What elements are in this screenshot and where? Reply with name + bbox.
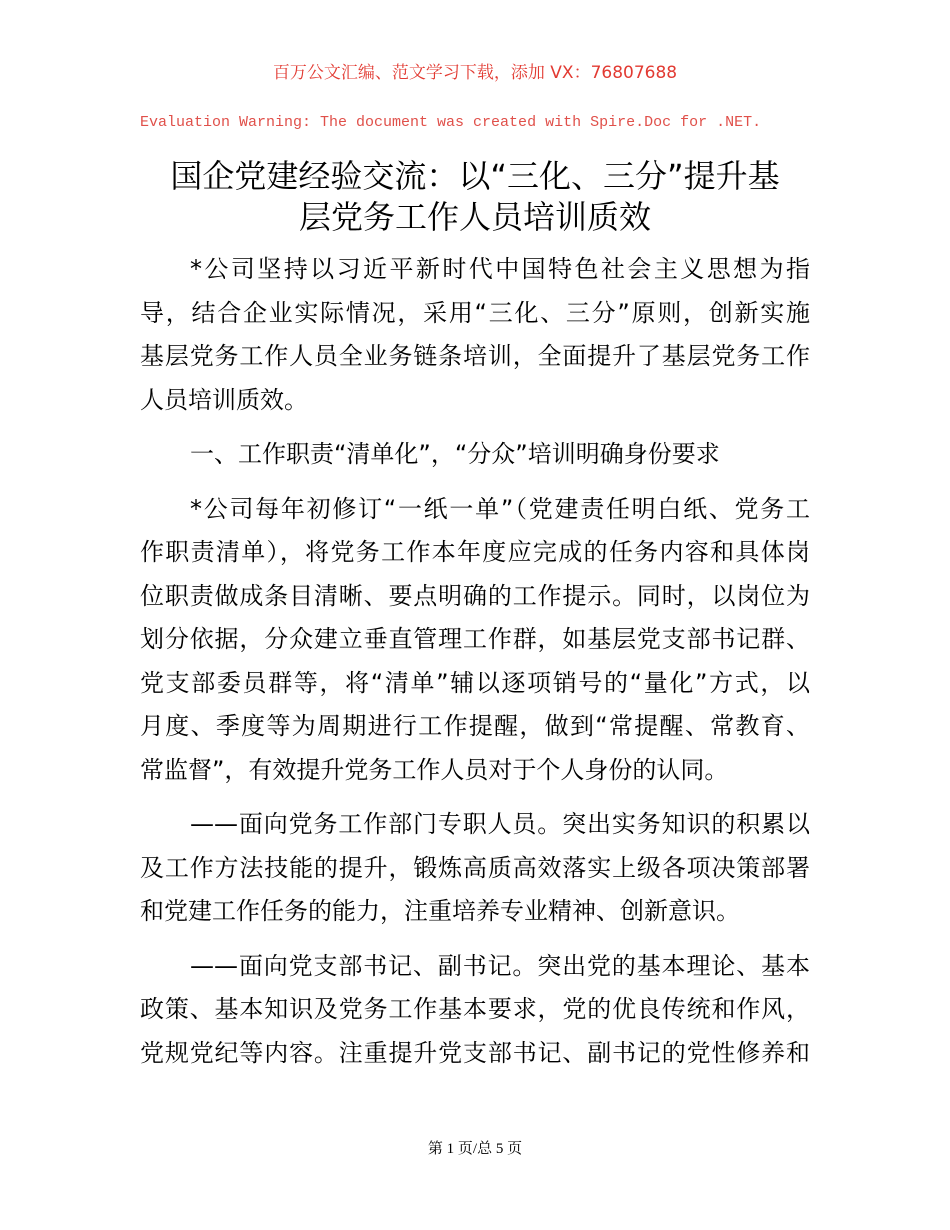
paragraph <box>140 488 810 793</box>
paragraph <box>140 248 810 422</box>
text-line: 和党建工作任务的能力，注重培养专业精神、创新意识。 <box>140 897 740 925</box>
text-line: 及工作方法技能的提升，锻炼高质高效落实上级各项决策部署 <box>140 853 810 882</box>
document-body <box>140 248 810 1086</box>
paragraph <box>140 803 810 934</box>
text-line: 作职责清单），将党务工作本年度应完成的任务内容和具体岗 <box>140 538 810 566</box>
text-line: 党支部委员群等，将“清单”辅以逐项销号的“量化”方式，以 <box>140 668 810 697</box>
text-line: ——面向党支部书记、副书记。突出党的基本理论、基本 <box>190 951 810 980</box>
title-line: 层党务工作人员培训质效 <box>298 198 651 236</box>
document-title <box>140 156 810 238</box>
text-line: 导，结合企业实际情况，采用“三化、三分”原则，创新实施 <box>140 298 810 327</box>
text-line: *公司每年初修订“一纸一单”（党建责任明白纸、党务工 <box>190 494 810 523</box>
promo-banner: 百万公文汇编、范文学习下载，添加 VX：76807688 <box>272 63 678 83</box>
text-line: ——面向党务工作部门专职人员。突出实务知识的积累以 <box>190 810 810 838</box>
text-line: 政策、基本知识及党务工作基本要求，党的优良传统和作风， <box>140 995 810 1023</box>
title-line: 国企党建经验交流：以“三化、三分”提升基 <box>170 157 780 195</box>
text-line: 划分依据，分众建立垂直管理工作群，如基层党支部书记群、 <box>140 625 810 653</box>
text-line: 人员培训质效。 <box>140 385 308 414</box>
text-line: *公司坚持以习近平新时代中国特色社会主义思想为指 <box>190 255 810 283</box>
section-heading <box>140 433 810 477</box>
text-line: 常监督”，有效提升党务工作人员对于个人身份的认同。 <box>140 755 729 784</box>
text-line: 基层党务工作人员全业务链条培训，全面提升了基层党务工作 <box>140 342 810 370</box>
page-footer: 第 1 页/总 5 页 <box>427 1141 523 1157</box>
paragraph <box>140 945 810 1076</box>
evaluation-warning: Evaluation Warning: The document was created with Spire.Doc for .NET. <box>140 114 762 131</box>
text-line: 位职责做成条目清晰、要点明确的工作提示。同时，以岗位为 <box>140 581 810 610</box>
text-line: 一、工作职责“清单化”，“分众”培训明确身份要求 <box>190 440 720 468</box>
text-line: 党规党纪等内容。注重提升党支部书记、副书记的党性修养和 <box>140 1038 810 1067</box>
text-line: 月度、季度等为周期进行工作提醒，做到“常提醒、常教育、 <box>140 712 810 740</box>
